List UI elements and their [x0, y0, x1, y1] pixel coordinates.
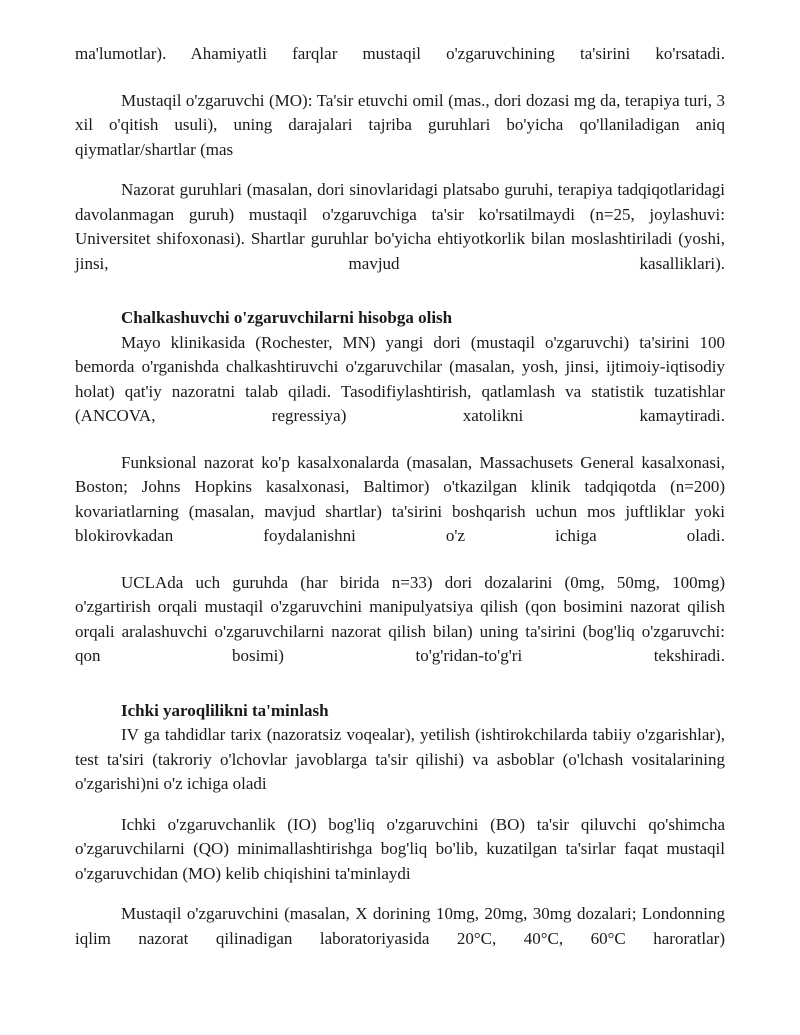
paragraph-manipulating-iv: Mustaqil o'zgaruvchini (masalan, X dorining 10mg, 20mg, 30mg dozalari; Londonning iqlim nazorat qilinadigan laboratoriyasida 20°C, 40°C, 60°C haroratlar): [75, 904, 725, 948]
paragraph-mayo-clinic: Mayo klinikasida (Rochester, MN) yangi dori (mustaqil o'zgaruvchi) ta'sirini 100 bemorda o'rganishda chalkashtiruvchi o'zgaruvchilar (masalan, yosh, jinsi, ijtimoiy-iqtisodiy holat) qat'iy nazoratni talab qiladi. Tasodifiylashtirish, qatlamlash va statistik tuzatishlar (ANCOVA, regressiya) xatolikni kamaytiradi.: [75, 332, 725, 425]
section-heading-internal-validity: Ichki yaroqlilikni ta'minlash: [121, 700, 329, 720]
paragraph-iv-threats: IV ga tahdidlar tarix (nazoratsiz voqealar), yetilish (ishtirokchilarda tabiiy o'zgarishlar), test ta'siri (takroriy o'lchovlar javoblarga ta'sir qilishi) va asboblar (o'lchash vositalarining o'zgarishi)ni o'z ichiga oladi: [75, 725, 725, 793]
paragraph-functional-control: Funksional nazorat ko'p kasalxonalarda (masalan, Massachusets General kasalxonasi, Boston; Johns Hopkins kasalxonasi, Baltimor) o'tkazilgan klinik tadqiqotda (n=200) kovariatlarning (masalan, mavjud shartlar) ta'sirini boshqarish uchun mos juftliklar yoki blokirovkadan foydalanishni o'z ichiga oladi.: [75, 452, 725, 545]
paragraph-control-groups: Nazorat guruhlari (masalan, dori sinovlaridagi platsabo guruhi, terapiya tadqiqotlaridagi davolanmagan guruh) mustaqil o'zgaruvchiga ta'sir ko'rsatilmaydi (n=25, joylashuvi: Universitet shifoxonasi). Shartlar guruhlar bo'yicha ehtiyotkorlik bilan moslashtiriladi (yoshi, jinsi, mavjud kasalliklari).: [75, 180, 725, 273]
paragraph-continuation: ma'lumotlar). Ahamiyatli farqlar mustaqil o'zgaruvchining ta'sirini ko'rsatadi.: [75, 44, 725, 63]
paragraph-internal-variability: Ichki o'zgaruvchanlik (IO) bog'liq o'zgaruvchini (BO) ta'sir qiluvchi qo'shimcha o'zgaruvchilarni (QO) minimallashtirishga bog'liq bo'lib, kuzatilgan ta'sirlar faqat mustaqil o'zgaruvchidan (MO) kelib chiqishini ta'minlaydi: [75, 814, 725, 883]
paragraph-independent-variable: Mustaqil o'zgaruvchi (MO): Ta'sir etuvchi omil (mas., dori dozasi mg da, terapiya turi, 3 xil o'qitish usuli), uning darajalari tajriba guruhlari bo'yicha qo'llaniladigan aniq qiymatlar/shartlar (mas: [75, 90, 725, 159]
paragraph-ucla-study: UCLAda uch guruhda (har birida n=33) dori dozalarini (0mg, 50mg, 100mg) o'zgartirish orqali mustaqil o'zgaruvchini manipulyatsiya qilish (qon bosimini nazorat qilish orqali aralashuvchi o'zgaruvchilarni nazorat qilish bilan) uning ta'sirini (bog'liq o'zgaruvchi: qon bosimi) to'g'ridan-to'g'ri tekshiradi.: [75, 572, 725, 665]
section-heading-confounding: Chalkashuvchi o'zgaruvchilarni hisobga olish: [121, 308, 453, 327]
